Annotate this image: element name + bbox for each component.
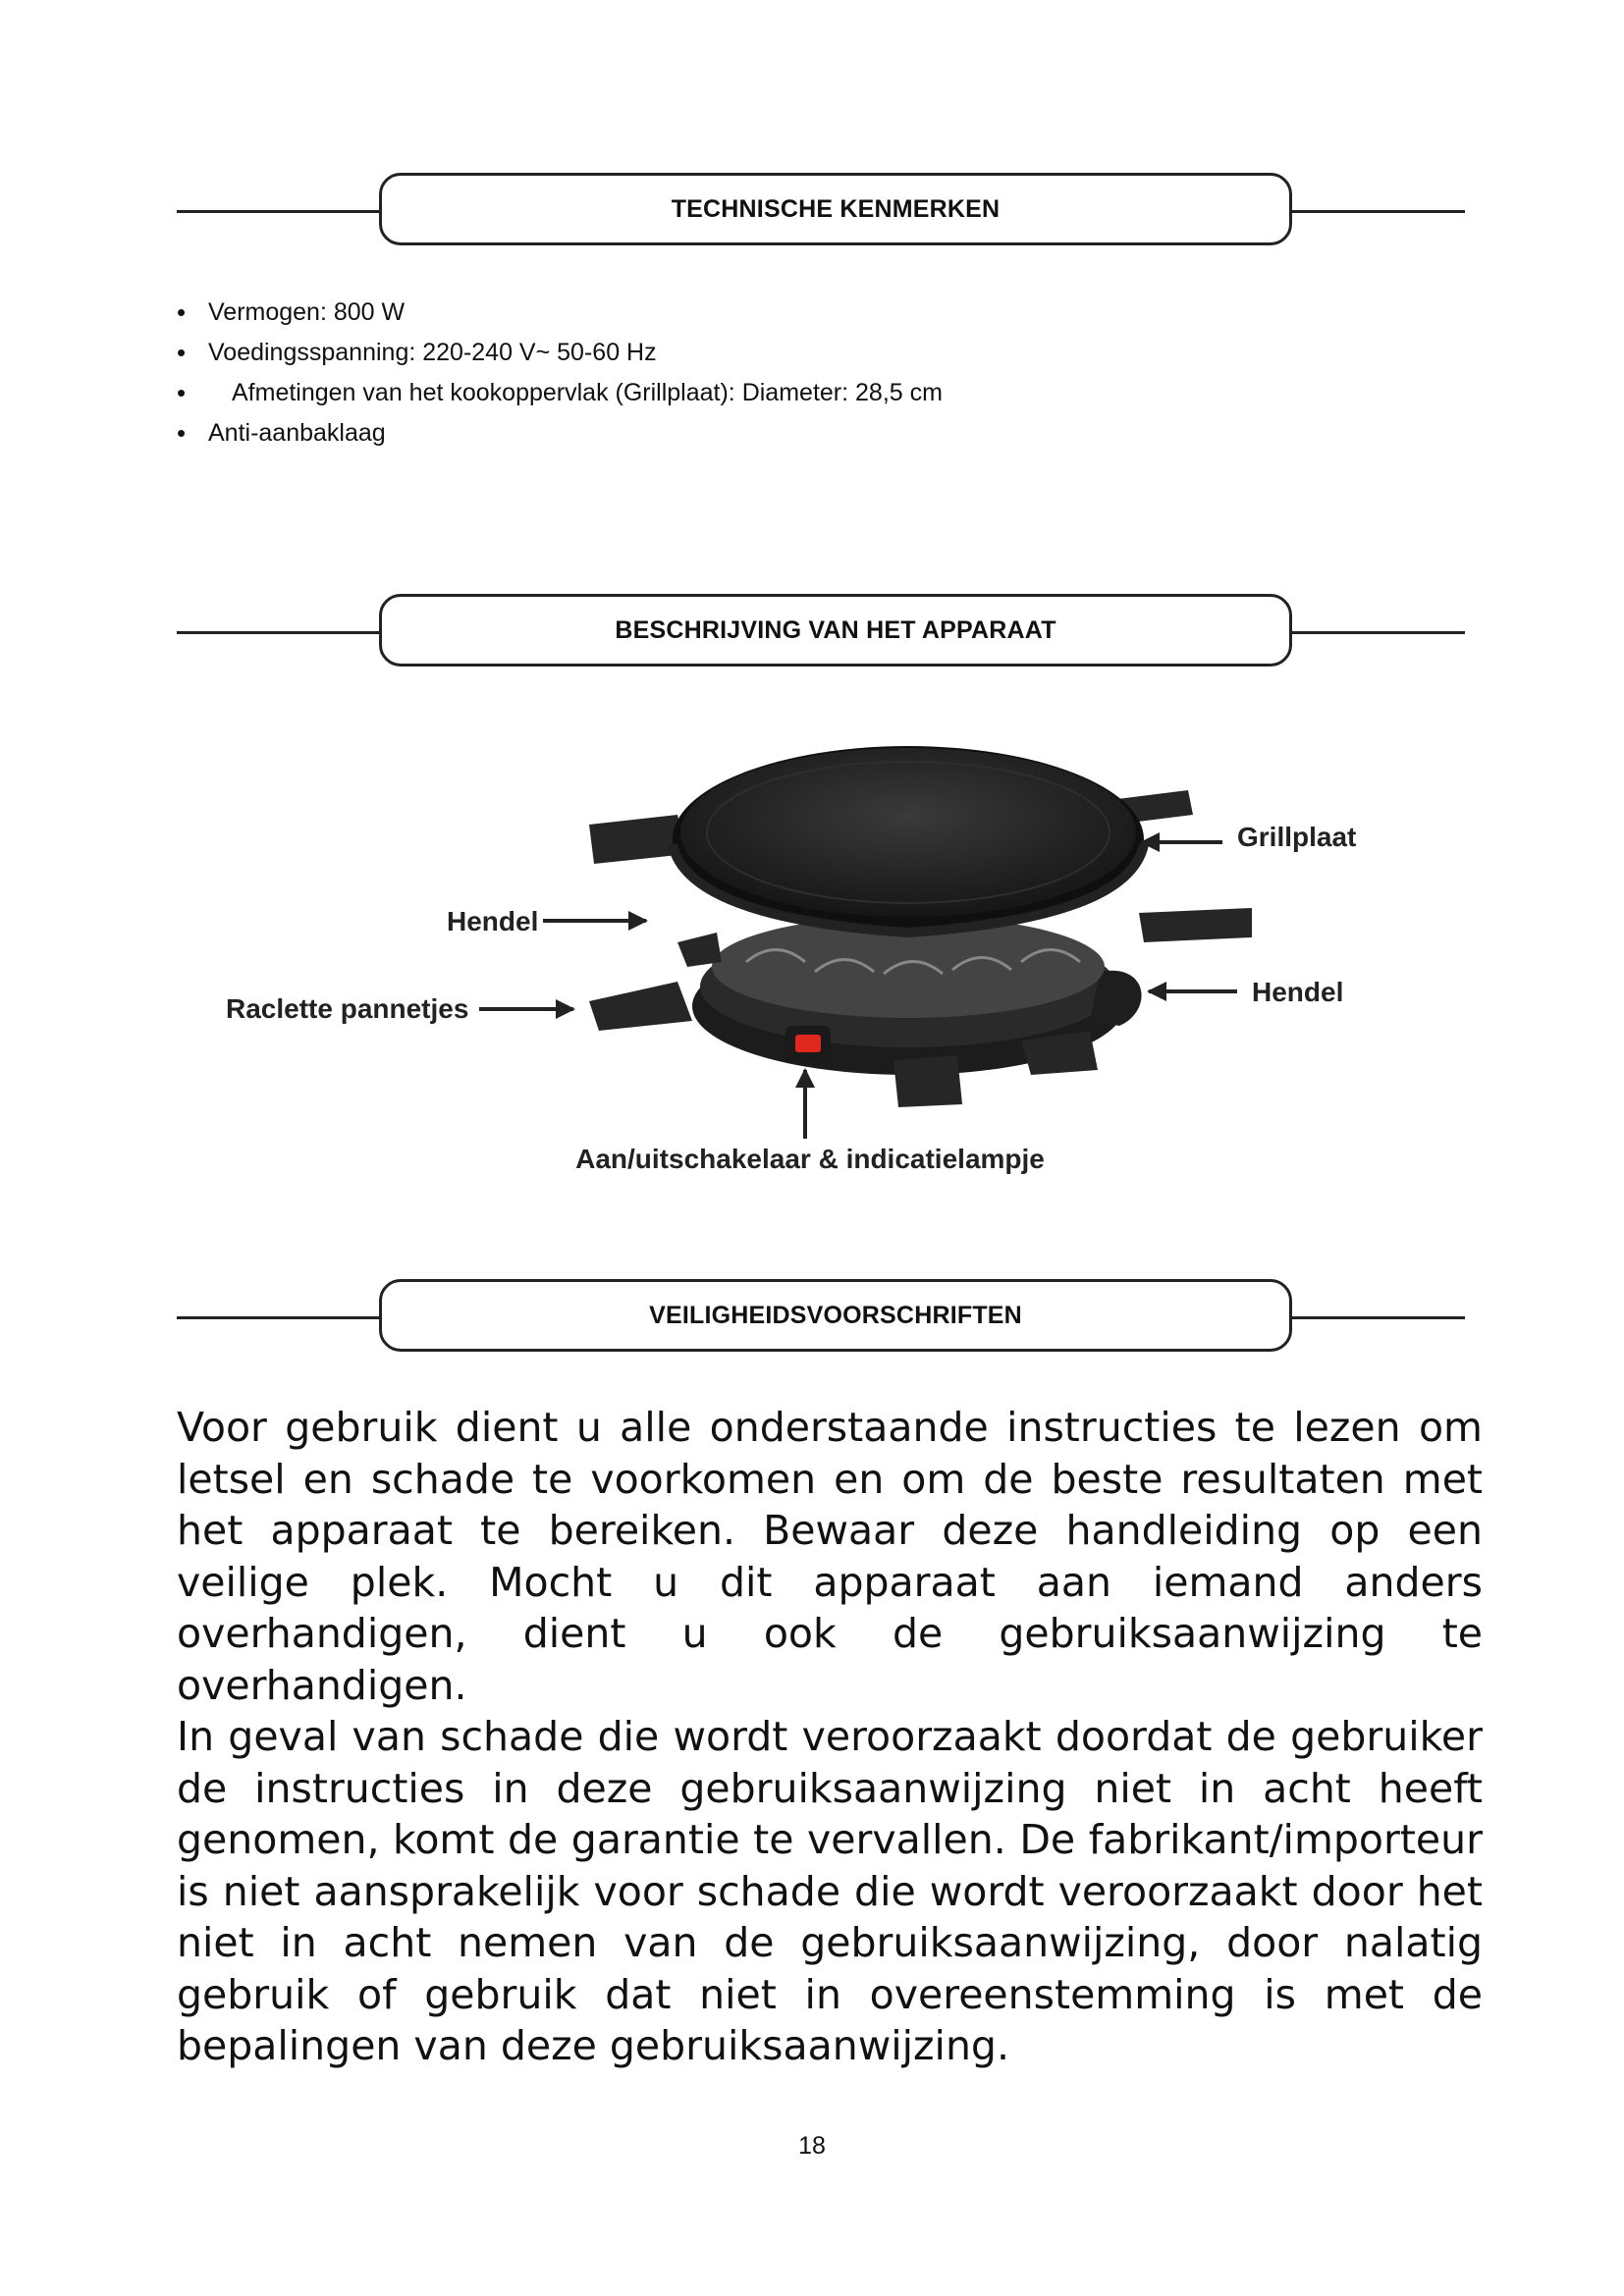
label-grillplaat: Grillplaat — [1237, 822, 1357, 852]
section-title-safety: VEILIGHEIDSVOORSCHRIFTEN — [379, 1279, 1292, 1352]
header-rule-left — [177, 631, 383, 634]
header-rule-left — [177, 1316, 383, 1319]
safety-paragraph: In geval van schade die wordt veroorzaakt doordat de gebruiker de instructies in deze gebruiksaanwijzing niet in acht heeft genomen, komt de garantie te vervallen. De fabrikant/importeur is niet aansprakelijk voor schade die wordt veroorzaakt door het niet in acht nemen van de gebruiksaanwijzing, door nalatig gebruik of gebruik dat niet in overeenstemming is met de bepalingen van deze gebruiksaanwijzing. — [177, 1713, 1483, 2069]
spec-item-voltage: • Voedingsspanning: 220-240 V~ 50-60 Hz — [177, 333, 943, 373]
section-header-description — [177, 594, 1465, 672]
spec-item-coating: • Anti-aanbaklaag — [177, 413, 943, 454]
section-title-technical: TECHNISCHE KENMERKEN — [379, 173, 1292, 245]
spec-item-power: • Vermogen: 800 W — [177, 293, 943, 333]
label-raclette-pans: Raclette pannetjes — [226, 993, 469, 1024]
label-switch: Aan/uitschakelaar & indicatielampje — [575, 1144, 1045, 1174]
header-rule-right — [1292, 210, 1465, 213]
indicator-light — [795, 1035, 821, 1052]
raclette-appliance-illustration — [589, 746, 1252, 1107]
spec-list — [177, 293, 943, 454]
page-number: 18 — [798, 2132, 826, 2160]
label-hendel-left: Hendel — [447, 906, 539, 936]
safety-paragraph: Voor gebruik dient u alle onderstaande instructies te lezen om letsel en schade te voorkomen en om de beste resultaten met het apparaat te bereiken. Bewaar deze handleiding op een veilige plek. Mocht u dit apparaat aan iemand anders overhandigen, dient u ook de gebruiksaanwijzing te overhandigen. — [177, 1404, 1483, 1709]
header-rule-left — [177, 210, 383, 213]
appliance-diagram — [0, 687, 1624, 1237]
safety-body — [177, 1402, 1483, 2072]
section-header-technical — [177, 173, 1465, 251]
section-header-safety — [177, 1279, 1465, 1358]
header-rule-right — [1292, 631, 1465, 634]
label-hendel-right: Hendel — [1252, 977, 1344, 1007]
section-title-description: BESCHRIJVING VAN HET APPARAAT — [379, 594, 1292, 667]
header-rule-right — [1292, 1316, 1465, 1319]
spec-item-dimensions: • Afmetingen van het kookoppervlak (Grillplaat): Diameter: 28,5 cm — [177, 373, 943, 413]
